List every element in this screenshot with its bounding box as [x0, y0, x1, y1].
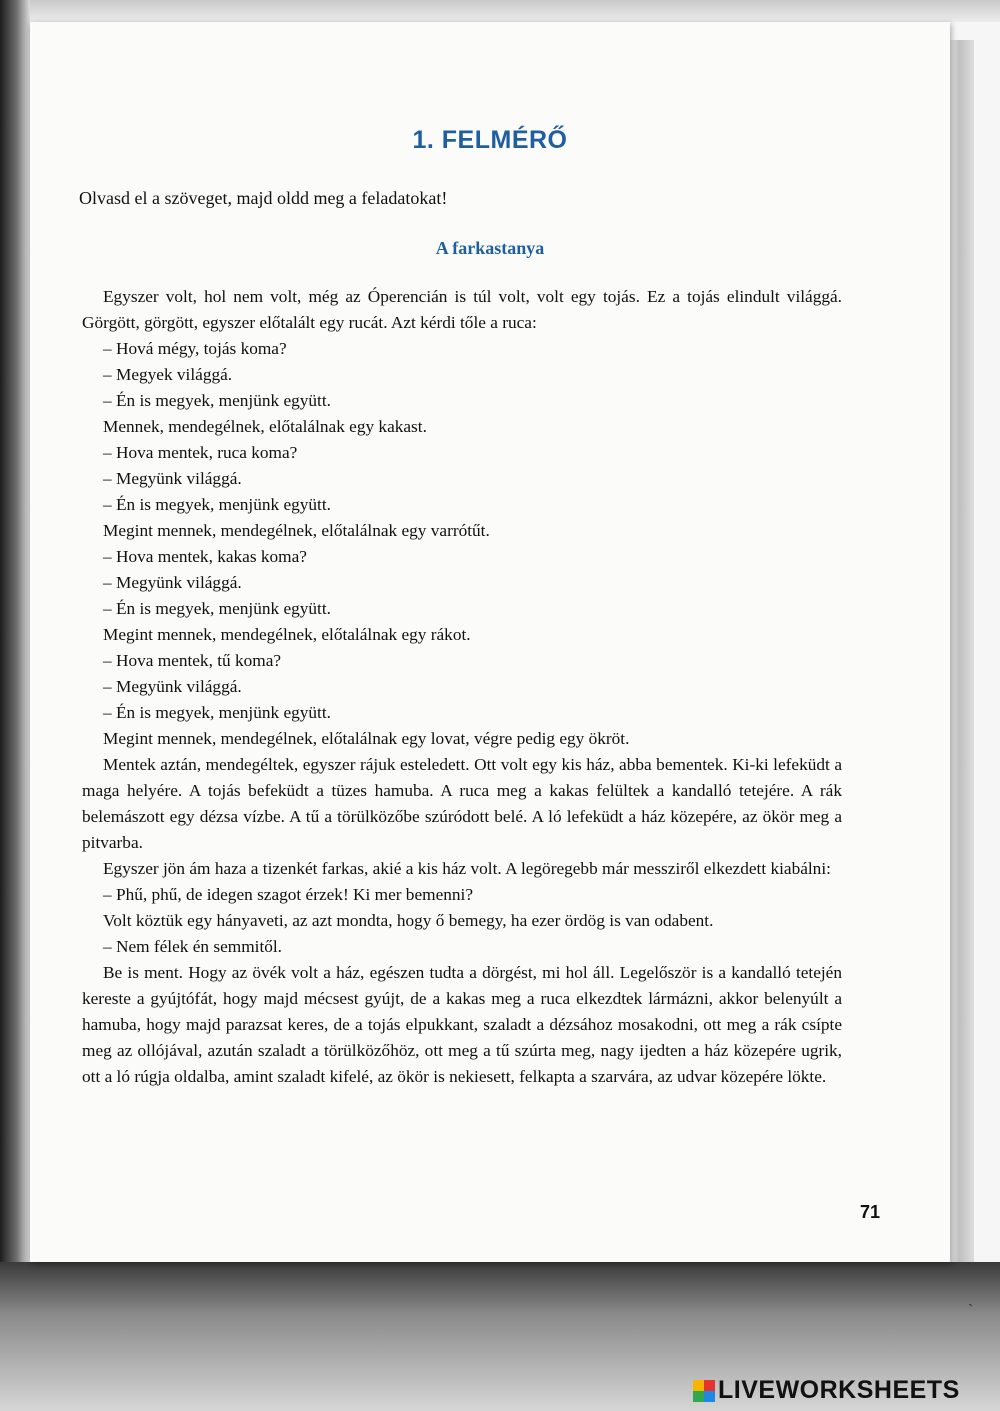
dialogue-line: – Hova mentek, tű koma? — [103, 651, 282, 670]
dialogue-line: – Megyünk világgá. — [103, 573, 242, 592]
story-body — [82, 284, 842, 1090]
story-paragraph: Be is ment. Hogy az övék volt a ház, egészen tudta a dörgést, mi hol áll. Legelőször is a kandalló tetején kereste a gyújtófát, hogy majd mécsest gyújt, de a kakas meg a ruca elkezdtek lármázni, akkor belenyúlt a hamuba, hogy majd parazsat keres, de a tojás elpukkant, szaladt a dézsához mosakodni, ott meg a rák csípte meg az ollójával, azután szaladt a törülközőhöz, ott meg a tű szúrta meg, nagy ijedten a ház közepére ugrik, ott a ló rúgja oldalba, amint szaladt kifelé, az ökör is nekiesett, felkapta a szarvára, az udvar közepére lökte. — [82, 963, 842, 1086]
dialogue-line: – Hova mentek, ruca koma? — [103, 443, 298, 462]
story-paragraph: Megint mennek, mendegélnek, előtalálnak egy varrótűt. — [103, 521, 490, 540]
dialogue-line: – Megyünk világgá. — [103, 677, 242, 696]
scan-left-shadow — [0, 0, 30, 1411]
story-title: A farkastanya — [435, 238, 545, 258]
liveworksheets-logo-icon — [693, 1380, 715, 1402]
dialogue-line: – Én is megyek, menjünk együtt. — [103, 599, 331, 618]
logo-text: LIVEWORKSHEETS — [718, 1376, 960, 1404]
dialogue-line: – Én is megyek, menjünk együtt. — [103, 703, 331, 722]
story-paragraph: Egyszer jön ám haza a tizenkét farkas, akié a kis ház volt. A legöregebb már messziről elkezdett kiabálni: — [103, 859, 831, 878]
page-number: 71 — [860, 1202, 881, 1222]
instruction-text: Olvasd el a szöveget, majd oldd meg a feladatokat! — [79, 188, 448, 208]
dialogue-line: – Nem félek én semmitől. — [103, 937, 283, 956]
story-paragraph: Megint mennek, mendegélnek, előtalálnak egy rákot. — [103, 625, 471, 644]
page-title: 1. FELMÉRŐ — [412, 126, 568, 154]
book-page-edge — [950, 40, 974, 1262]
dialogue-line: – Megyünk világgá. — [103, 469, 242, 488]
story-paragraph: Mennek, mendegélnek, előtalálnak egy kakast. — [103, 417, 427, 436]
dialogue-line: – Megyek világgá. — [103, 365, 233, 384]
dialogue-line: – Hova mentek, kakas koma? — [103, 547, 307, 566]
dialogue-line: – Phű, phű, de idegen szagot érzek! Ki mer bemenni? — [103, 885, 473, 904]
dialogue-line: – Én is megyek, menjünk együtt. — [103, 391, 331, 410]
dialogue-line: – Hová mégy, tojás koma? — [103, 339, 287, 358]
story-paragraph: Volt köztük egy hányaveti, az azt mondta, hogy ő bemegy, ha ezer ördög is van odabent. — [103, 911, 714, 930]
scan-top-shadow — [0, 0, 1000, 22]
story-paragraph: Megint mennek, mendegélnek, előtalálnak egy lovat, végre pedig egy ökröt. — [103, 729, 630, 748]
story-paragraph: Mentek aztán, mendegéltek, egyszer rájuk esteledett. Ott volt egy kis ház, abba bementek. Ki-ki lefeküdt a maga helyére. A tojás befeküdt a tüzes hamuba. A ruca meg a kakas felültek a kandalló tetejére. A rák belemászott egy dézsa vízbe. A tű a törülközőbe szúródott belé. A ló lefeküdt a ház közepére, az ökör meg a pitvarba. — [82, 755, 842, 852]
liveworksheets-logo[interactable] — [693, 1376, 960, 1405]
book-page — [30, 22, 950, 1262]
dialogue-line: – Én is megyek, menjünk együtt. — [103, 495, 331, 514]
story-paragraph: Egyszer volt, hol nem volt, még az Óperencián is túl volt, volt egy tojás. Ez a tojás elindult világgá. Görgött, görgött, egyszer előtalált egy rucát. Azt kérdi tőle a ruca: — [82, 287, 842, 332]
scan-mark: ˎ — [968, 1290, 974, 1307]
